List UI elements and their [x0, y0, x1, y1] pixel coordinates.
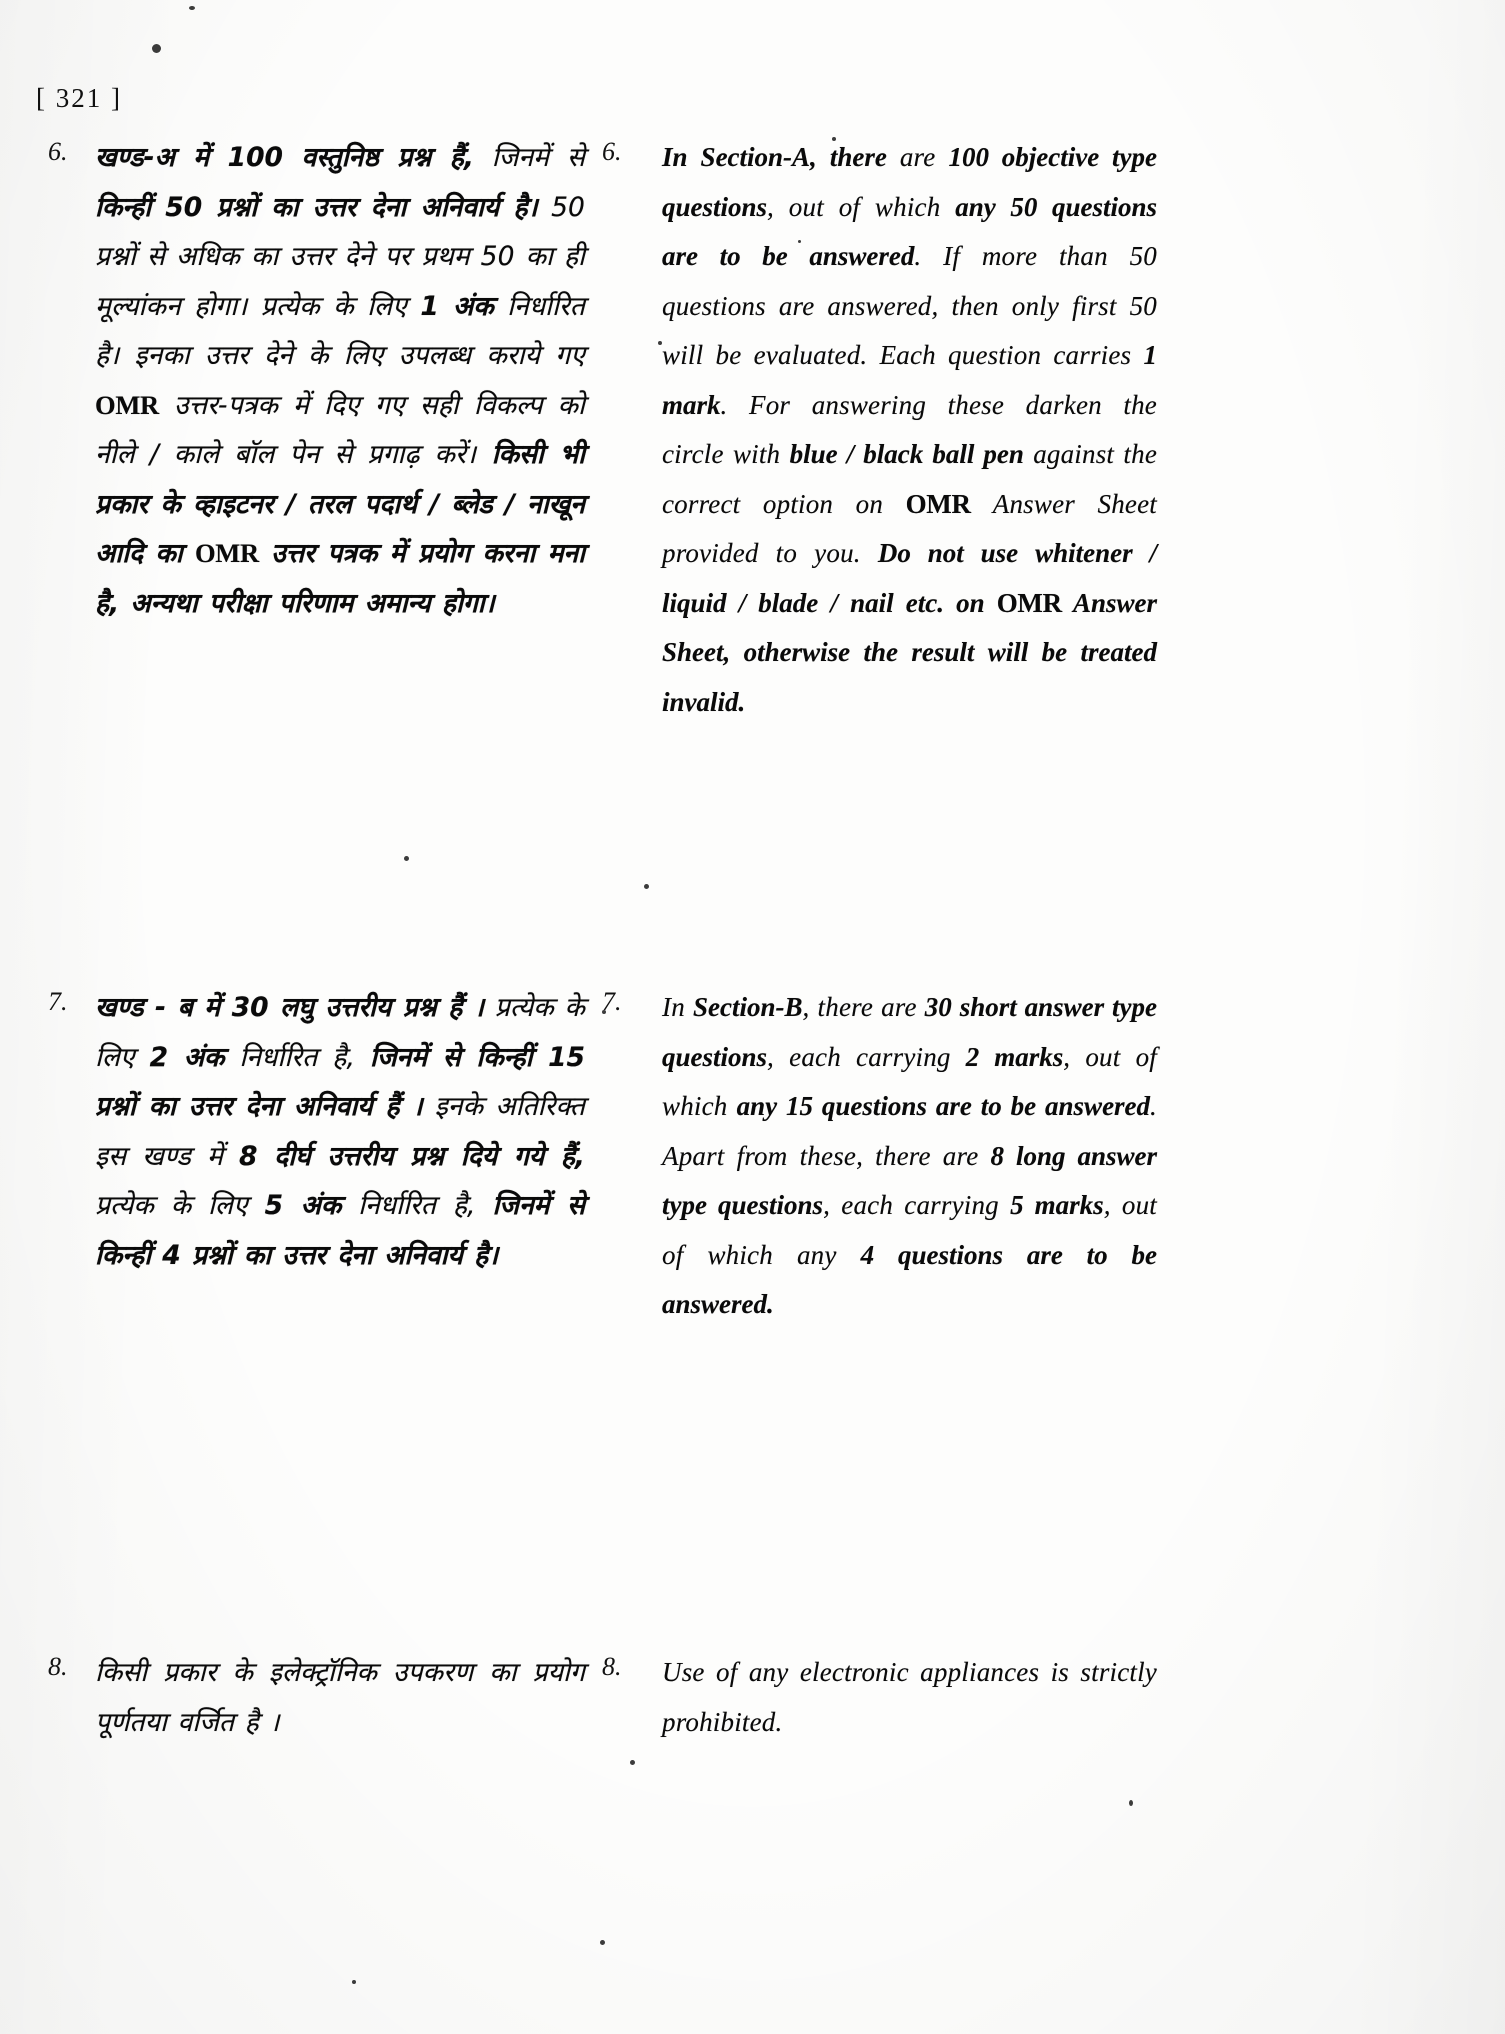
- page-number: [ 321 ]: [36, 83, 122, 113]
- instruction-7-hindi-column: [48, 983, 586, 1280]
- scan-speck: [352, 1980, 356, 1984]
- instruction-8-english-number: 8.: [602, 1652, 622, 1681]
- instruction-8-hindi-column: [48, 1648, 585, 1747]
- instruction-list: [0, 133, 1505, 1808]
- instruction-7-english-column: [602, 983, 1157, 1330]
- instruction-6-hindi-text: खण्ड-अ में 100 वस्तुनिष्ठ प्रश्न हैं, जिनमें से किन्हीं 50 प्रश्नों का उत्तर देना अनिवार्य है। 50 प्रश्नों से अधिक का उत्तर देने पर प्रथम 50 का ही मूल्यांकन होगा। प्रत्येक के लिए 1 अंक निर्धारित है। इनका उत्तर देने के लिए उपलब्ध कराये गए OMR उत्तर-पत्रक में दिए गए सही विकल्प को नीले / काले बॉल पेन से प्रगाढ़ करें। किसी भी प्रकार के व्हाइटनर / तरल पदार्थ / ब्लेड / नाखून आदि का OMR उत्तर पत्रक में प्रयोग करना मना है, अन्यथा परीक्षा परिणाम अमान्य होगा।: [95, 142, 586, 619]
- instruction-6-hindi-column: [48, 133, 586, 628]
- instruction-item-7: [0, 983, 1505, 1593]
- instruction-item-6: [0, 133, 1505, 923]
- spacer: [0, 1593, 1505, 1648]
- instruction-6-english-text: In Section-A, there are 100 objective type questions, out of which any 50 questions are to be answered. If more than 50 questions are answered, then only first 50 will be evaluated. Each question carries 1 mark. For answering these darken the circle with blue / black ball pen against the correct option on OMR Answer Sheet provided to you. Do not use whitener / liquid / blade / nail etc. on OMR Answer Sheet, otherwise the result will be treated invalid.: [662, 142, 1157, 717]
- instruction-7-hindi-text: खण्ड - ब में 30 लघु उत्तरीय प्रश्न हैं । प्रत्येक के लिए 2 अंक निर्धारित है, जिनमें से किन्हीं 15 प्रश्नों का उत्तर देना अनिवार्य हैं । इनके अतिरिक्त इस खण्ड में 8 दीर्घ उत्तरीय प्रश्न दिये गये हैं, प्रत्येक के लिए 5 अंक निर्धारित है, जिनमें से किन्हीं 4 प्रश्नों का उत्तर देना अनिवार्य है।: [95, 992, 586, 1271]
- scan-speck: [189, 6, 195, 10]
- instruction-item-8: [0, 1648, 1505, 1808]
- instruction-7-english-number: 7.: [602, 987, 622, 1016]
- scan-speck: [152, 44, 161, 53]
- instruction-8-english-column: [602, 1648, 1157, 1747]
- instruction-6-hindi-number: 6.: [48, 137, 68, 166]
- instruction-6-english-column: [602, 133, 1157, 727]
- instruction-7-hindi-number: 7.: [48, 987, 68, 1016]
- instruction-8-english-text: Use of any electronic appliances is strictly prohibited.: [662, 1657, 1157, 1737]
- instruction-6-english-number: 6.: [602, 137, 622, 166]
- scan-speck: [600, 1940, 605, 1945]
- instruction-7-english-text: In Section-B, there are 30 short answer type questions, each carrying 2 marks, out of which any 15 questions are to be answered. Apart from these, there are 8 long answer type questions, each carrying 5 marks, out of which any 4 questions are to be answered.: [662, 992, 1157, 1319]
- instruction-8-hindi-number: 8.: [48, 1652, 68, 1681]
- spacer: [0, 923, 1505, 983]
- instruction-8-hindi-text: किसी प्रकार के इलेक्ट्रॉनिक उपकरण का प्रयोग पूर्णतया वर्जित है ।: [95, 1657, 585, 1738]
